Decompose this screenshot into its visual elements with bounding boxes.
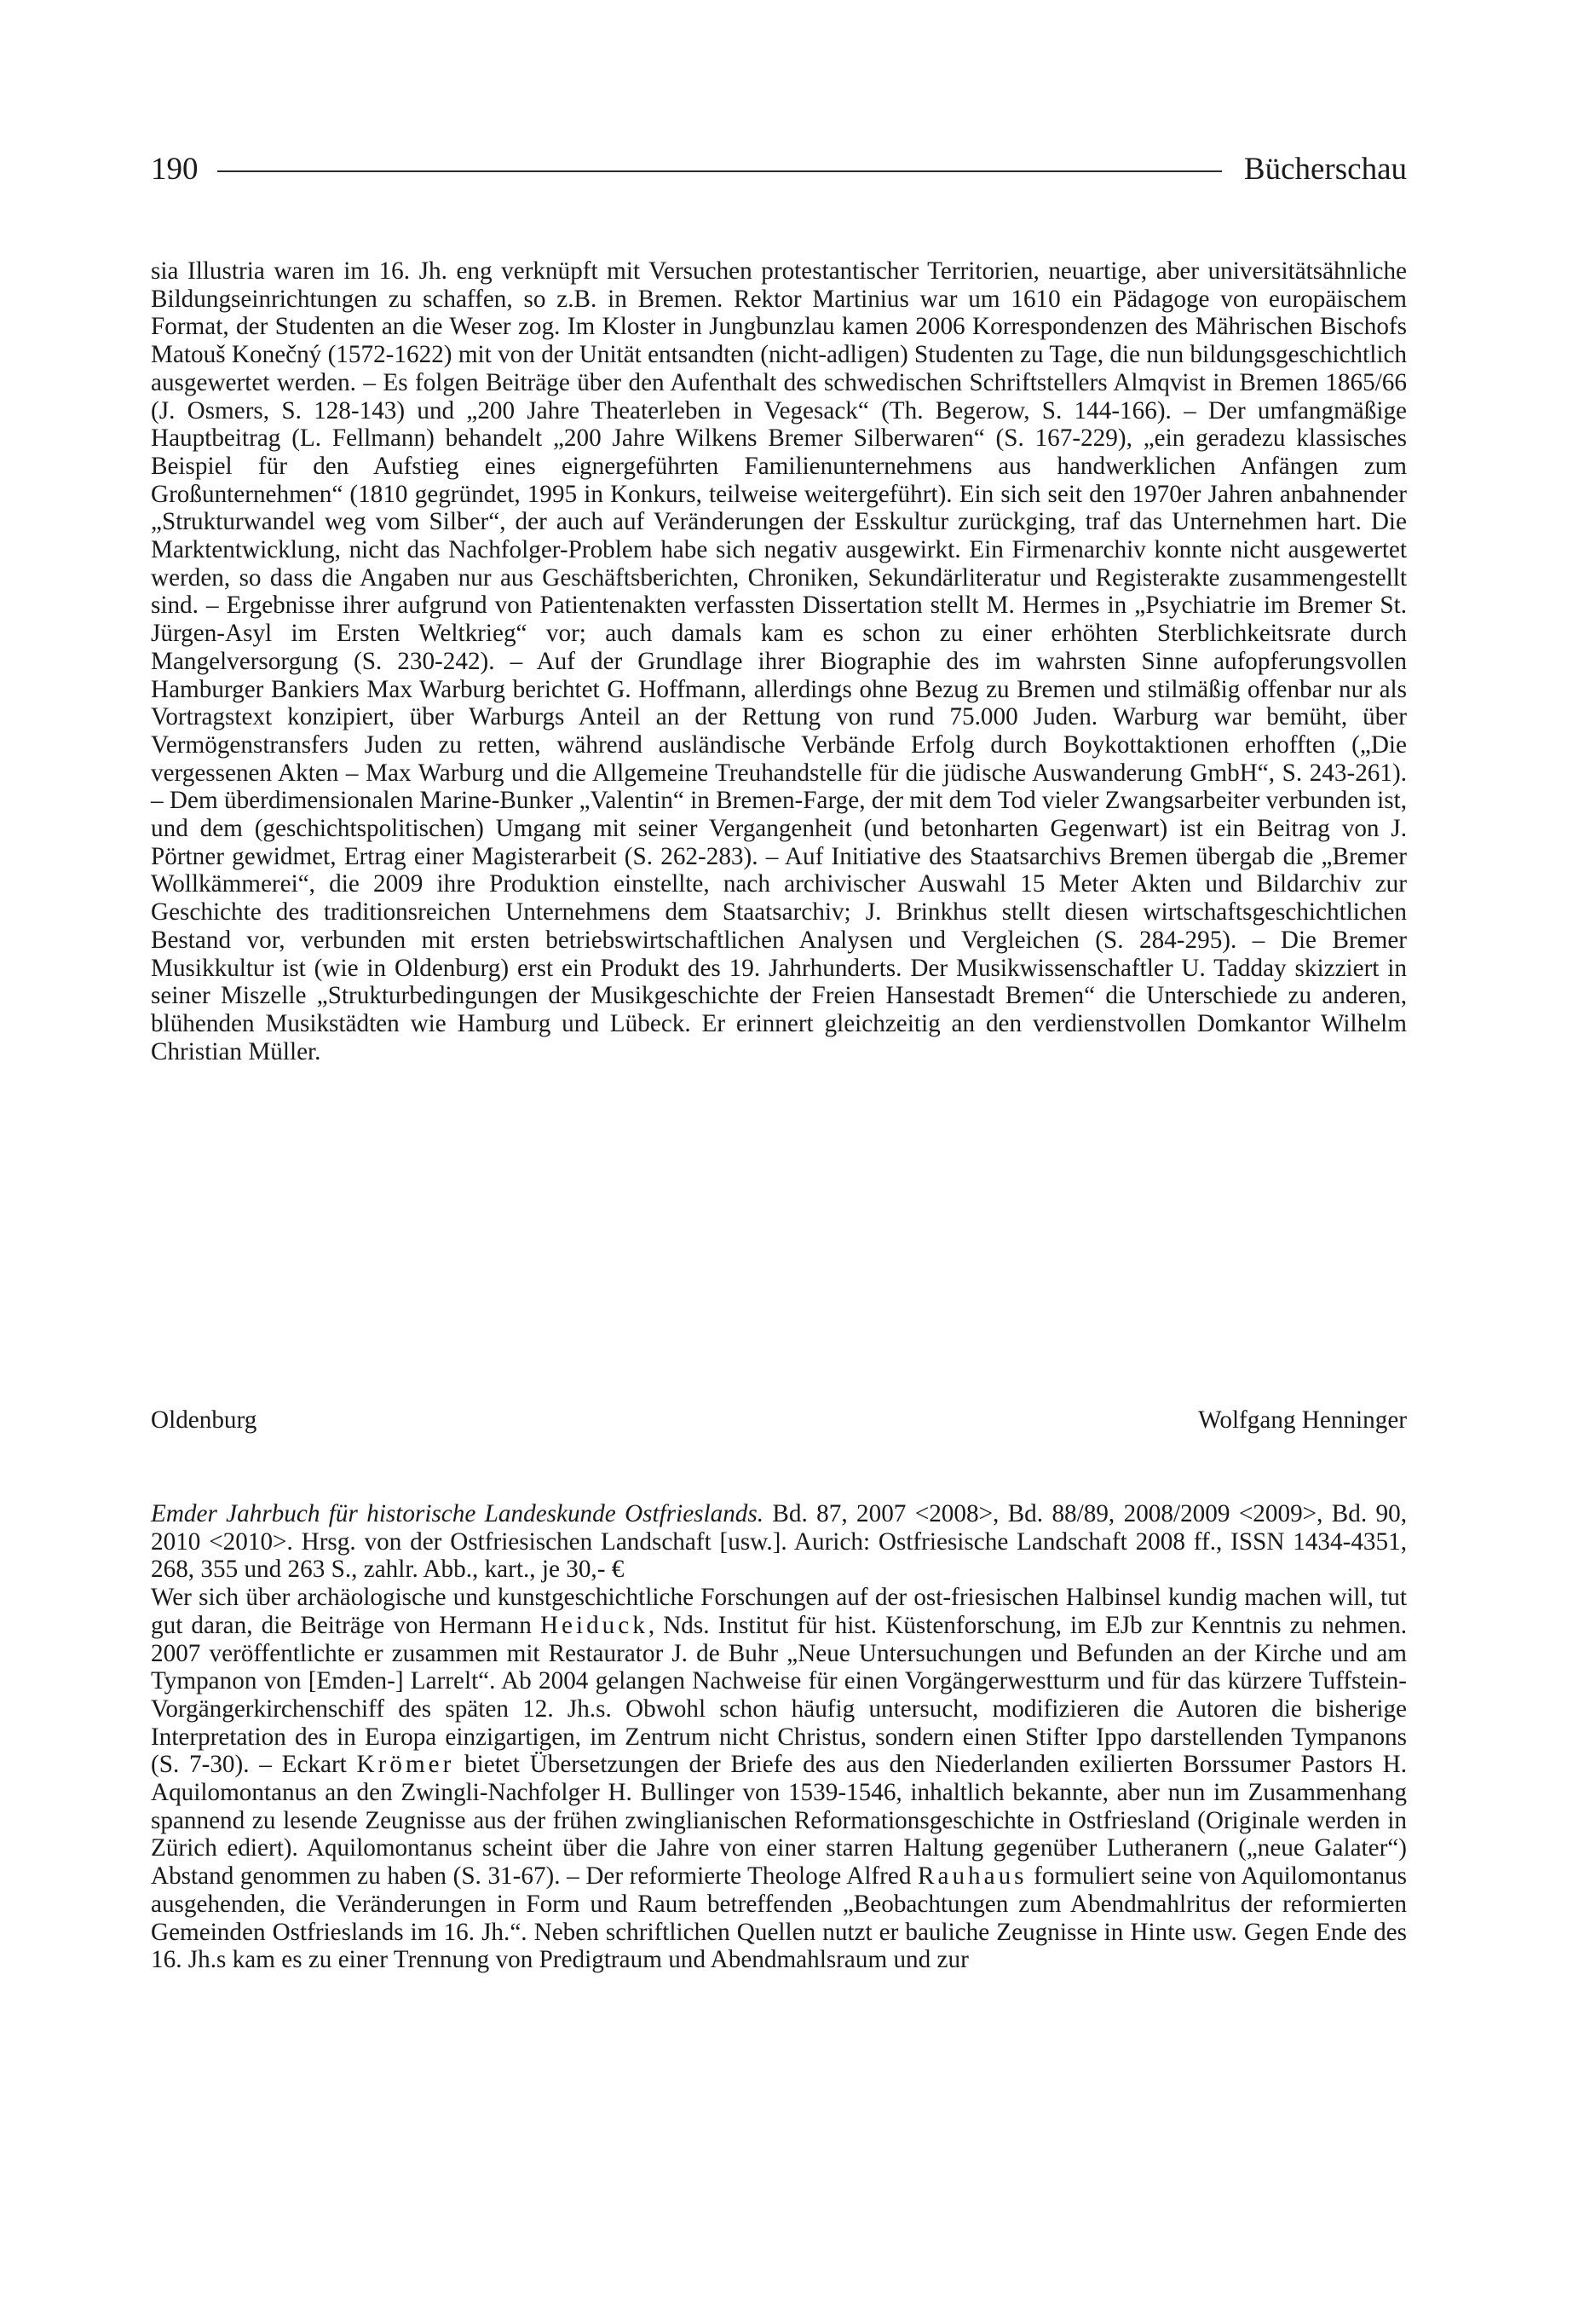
review-1-signature: [151, 1406, 1407, 1435]
page-number: 190: [151, 151, 199, 187]
review-1-body: [151, 257, 1407, 1065]
review-2-citation: [151, 1500, 1407, 1584]
review-1-paragraph: sia Illustria waren im 16. Jh. eng verknüpft mit Versuchen protestantischer Territorien, neuartige, aber universitätsähnliche Bildungseinrichtungen zu schaffen, so z.B. in Bremen. Rektor Martinius war um 1610 ein Pädagoge von europäischem Format, der Studenten an die Weser zog. Im Kloster in Jungbunzlau kamen 2006 Korrespondenzen des Mährischen Bischofs Matouš Konečný (1572-1622) mit von der Unität entsandten (nicht-adligen) Studenten zu Tage, die nun bildungsgeschichtlich ausgewertet werden. – Es folgen Beiträge über den Aufenthalt des schwedischen Schriftstellers Almqvist in Bremen 1865/66 (J. Osmers, S. 128-143) und „200 Jahre Theaterleben in Vegesack“ (Th. Begerow, S. 144-166). – Der umfangmäßige Hauptbeitrag (L. Fellmann) behandelt „200 Jahre Wilkens Bremer Silberwaren“ (S. 167-229), „ein geradezu klassisches Beispiel für den Aufstieg eines eignergeführten Familienunternehmens aus handwerklichen Anfängen zum Großunternehmen“ (1810 gegründet, 1995 in Konkurs, teilweise weitergeführt). Ein sich seit den 1970er Jahren anbahnender „Strukturwandel weg vom Silber“, der auch auf Veränderungen der Esskultur zurückging, traf das Unternehmen hart. Die Marktentwicklung, nicht das Nachfolger-Problem habe sich negativ ausgewirkt. Ein Firmenarchiv konnte nicht ausgewertet werden, so dass die Angaben nur aus Geschäftsberichten, Chroniken, Sekundärliteratur und Registerakte zusammengestellt sind. – Ergebnisse ihrer aufgrund von Patientenakten verfassten Dissertation stellt M. Hermes in „Psychiatrie im Bremer St. Jürgen-Asyl im Ersten Weltkrieg“ vor; auch damals kam es schon zu einer erhöhten Sterblichkeitsrate durch Mangelversorgung (S. 230-242). – Auf der Grundlage ihrer Biographie des im wahrsten Sinne aufopferungsvollen Hamburger Bankiers Max Warburg berichtet G. Hoffmann, allerdings ohne Bezug zu Bremen und stilmäßig offenbar nur als Vortragstext konzipiert, über Warburgs Anteil an der Rettung von rund 75.000 Juden. Warburg war bemüht, über Vermögenstransfers Juden zu retten, während ausländische Verbände Erfolg durch Boykottaktionen erhofften („Die vergessenen Akten – Max Warburg und die Allgemeine Treuhandstelle für die jüdische Auswanderung GmbH“, S. 243-261). – Dem überdimensionalen Marine-Bunker „Valentin“ in Bremen-Farge, der mit dem Tod vieler Zwangsarbeiter verbunden ist, und dem (geschichtspolitischen) Umgang mit seiner Vergangenheit (und betonharten Gegenwart) ist ein Beitrag von J. Pörtner gewidmet, Ertrag einer Magisterarbeit (S. 262-283). – Auf Initiative des Staatsarchivs Bremen übergab die „Bremer Wollkämmerei“, die 2009 ihre Produktion einstellte, nach archivischer Auswahl 15 Meter Akten und Bildarchiv zur Geschichte des traditionsreichen Unternehmens dem Staatsarchiv; J. Brinkhus stellt diesen wirtschaftsgeschichtlichen Bestand vor, verbunden mit ersten betriebswirtschaftlichen Analysen und Vergleichen (S. 284-295). – Die Bremer Musikkultur ist (wie in Oldenburg) erst ein Produkt des 19. Jahrhunderts. Der Musikwissenschaftler U. Tadday skizziert in seiner Miszelle „Strukturbedingungen der Musikgeschichte der Freien Hansestadt Bremen“ die Unterschiede zu anderen, blühenden Musikstädten wie Hamburg und Lübeck. Er erinnert gleichzeitig an den verdienstvollen Domkantor Wilhelm Christian Müller.: [151, 257, 1407, 1065]
section-title: Bücherschau: [1243, 151, 1407, 187]
book-title: Emder Jahrbuch für historische Landeskunde Ostfrieslands.: [151, 1500, 764, 1527]
review-2-body: [151, 1500, 1407, 1974]
review-2-text: bietet Übersetzungen der Briefe des aus den Niederlanden exilierten Borssumer Pastors H. Aquilomontanus an den Zwingli-Nachfolger H. Bullinger von 1539-1546, inhaltlich bekannte, aber nun im Zusammenhang spannend zu lesende Zeugnisse aus der frühen zwinglianischen Reformationsgeschichte in Ostfriesland (Originale werden in Zürich ediert). Aquilomontanus scheint über die Jahre von einer starren Haltung gegenüber Lutheranern („neue Galater“) Abstand genommen zu haben (S. 31-67). – Der reformierte Theologe Alfred: [151, 1751, 1407, 1891]
reviewer-place: Oldenburg: [151, 1406, 257, 1434]
author-name: Rauhaus: [918, 1862, 1028, 1891]
review-2-text: , Nds. Institut für hist. Küstenforschung, im EJb zur Kenntnis zu nehmen. 2007 veröffentlichte er zusammen mit Restaurator J. de Buhr „Neue Untersuchungen und Befunden an der Kirche und am Tympanon von [Emden-] Larrelt“. Ab 2004 gelangen Nachweise für einen Vorgängerwestturm und für das kürzere Tuffstein-Vorgängerkirchenschiff des späten 12. Jh.s. Obwohl schon häufig untersucht, modifizieren die Autoren die bisherige Interpretation des in Europa einzigartigen, im Zentrum nicht Christus, sondern einen Stifter Ippo darstellenden Tympanons (S. 7-30). – Eckart: [151, 1611, 1407, 1779]
reviewer-name: Wolfgang Henninger: [1198, 1406, 1407, 1434]
review-2-text: Wer sich über archäologische und kunstgeschichtliche Forschungen auf der ost-friesischen Halbinsel kundig machen will, tut gut daran, die Beiträge von Hermann: [151, 1584, 1407, 1639]
running-header: [151, 147, 1407, 191]
author-name: Heiduck: [539, 1611, 648, 1639]
review-2-paragraph: [151, 1584, 1407, 1974]
book-bibliographic-data: Bd. 87, 2007 <2008>, Bd. 88/89, 2008/2009 <2009>, Bd. 90, 2010 <2010>. Hrsg. von der Ostfriesischen Landschaft [usw.]. Aurich: Ostfriesische Landschaft 2008 ff., ISSN 1434-4351, 268, 355 und 263 S., zahlr. Abb., kart., je 30,- €: [151, 1500, 1407, 1584]
author-name: Krömer: [356, 1751, 455, 1779]
header-rule: [217, 170, 1222, 172]
review-2-text: formuliert seine von Aquilomontanus ausgehenden, die Veränderungen in Form und Raum betreffenden „Beobachtungen zum Abendmahlritus der reformierten Gemeinden Ostfrieslands im 16. Jh.“. Neben schriftlichen Quellen nutzt er bauliche Zeugnisse in Hinte usw. Gegen Ende des 16. Jh.s kam es zu einer Trennung von Predigtraum und Abendmahlsraum und zur: [151, 1862, 1407, 1974]
